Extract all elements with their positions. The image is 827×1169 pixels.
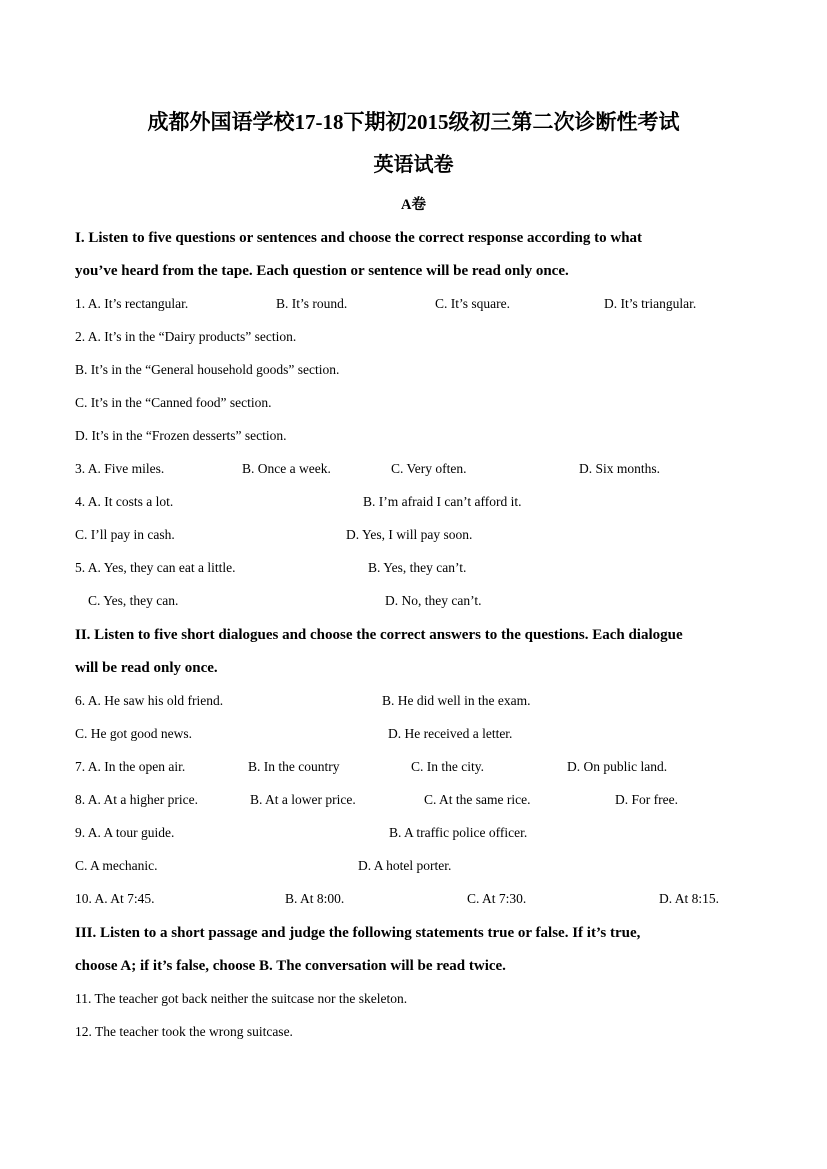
q2-option-b: B. It’s in the “General household goods” section. <box>75 362 340 377</box>
part3-instruction-line1: III. Listen to a short passage and judge the following statements true or false. If it’s true, <box>75 925 641 941</box>
part1-instruction-line2: you’ve heard from the tape. Each question or sentence will be read only once. <box>75 263 569 279</box>
q10-option-d: D. At 8:15. <box>659 891 720 906</box>
q10-option-a: 10. A. At 7:45. <box>75 891 155 906</box>
q9-option-a: 9. A. A tour guide. <box>75 825 175 840</box>
q10-option-b: B. At 8:00. <box>285 891 345 906</box>
q9-option-b: B. A traffic police officer. <box>389 825 528 840</box>
q11-statement: 11. The teacher got back neither the suitcase nor the skeleton. <box>75 991 408 1006</box>
q8-option-d: D. For free. <box>615 792 678 807</box>
q7-option-d: D. On public land. <box>567 759 668 774</box>
q7-option-b: B. In the country <box>248 759 340 774</box>
q8-option-a: 8. A. At a higher price. <box>75 792 198 807</box>
q4-option-d: D. Yes, I will pay soon. <box>346 527 473 542</box>
q6-option-d: D. He received a letter. <box>388 726 513 741</box>
q3-option-b: B. Once a week. <box>242 461 331 476</box>
q6-option-a: 6. A. He saw his old friend. <box>75 693 224 708</box>
q1-option-b: B. It’s round. <box>276 296 348 311</box>
part2-instruction-line1: II. Listen to five short dialogues and choose the correct answers to the questions. Each dialogue <box>75 627 683 643</box>
q4-option-b: B. I’m afraid I can’t afford it. <box>363 494 522 509</box>
q8-option-c: C. At the same rice. <box>424 792 531 807</box>
q8-option-b: B. At a lower price. <box>250 792 356 807</box>
q2-option-c: C. It’s in the “Canned food” section. <box>75 395 272 410</box>
q1-option-d: D. It’s triangular. <box>604 296 697 311</box>
q5-option-a: 5. A. Yes, they can eat a little. <box>75 560 236 575</box>
q1-option-c: C. It’s square. <box>435 296 510 311</box>
part2-instruction-line2: will be read only once. <box>75 660 218 676</box>
q3-option-a: 3. A. Five miles. <box>75 461 165 476</box>
q4-option-a: 4. A. It costs a lot. <box>75 494 174 509</box>
q7-option-c: C. In the city. <box>411 759 484 774</box>
q2-option-a: 2. A. It’s in the “Dairy products” section. <box>75 329 297 344</box>
q10-option-c: C. At 7:30. <box>467 891 527 906</box>
part1-instruction-line1: I. Listen to five questions or sentences and choose the correct response according to what <box>75 230 643 246</box>
part3-instruction-line2: choose A; if it’s false, choose B. The conversation will be read twice. <box>75 958 506 974</box>
q9-option-c: C. A mechanic. <box>75 858 158 873</box>
q4-option-c: C. I’ll pay in cash. <box>75 527 175 542</box>
q3-option-c: C. Very often. <box>391 461 467 476</box>
q2-option-d: D. It’s in the “Frozen desserts” section. <box>75 428 287 443</box>
q6-option-b: B. He did well in the exam. <box>382 693 531 708</box>
q1-option-a: 1. A. It’s rectangular. <box>75 296 189 311</box>
q6-option-c: C. He got good news. <box>75 726 192 741</box>
q3-option-d: D. Six months. <box>579 461 661 476</box>
exam-subtitle: 英语试卷 <box>373 154 454 176</box>
q5-option-c: C. Yes, they can. <box>88 593 179 608</box>
exam-title: 成都外国语学校17-18下期初2015级初三第二次诊断性考试 <box>147 110 680 134</box>
paper-section-label: A卷 <box>401 197 426 213</box>
q5-option-d: D. No, they can’t. <box>385 593 482 608</box>
q9-option-d: D. A hotel porter. <box>358 858 452 873</box>
q5-option-b: B. Yes, they can’t. <box>368 560 467 575</box>
q7-option-a: 7. A. In the open air. <box>75 759 186 774</box>
q12-statement: 12. The teacher took the wrong suitcase. <box>75 1024 293 1039</box>
